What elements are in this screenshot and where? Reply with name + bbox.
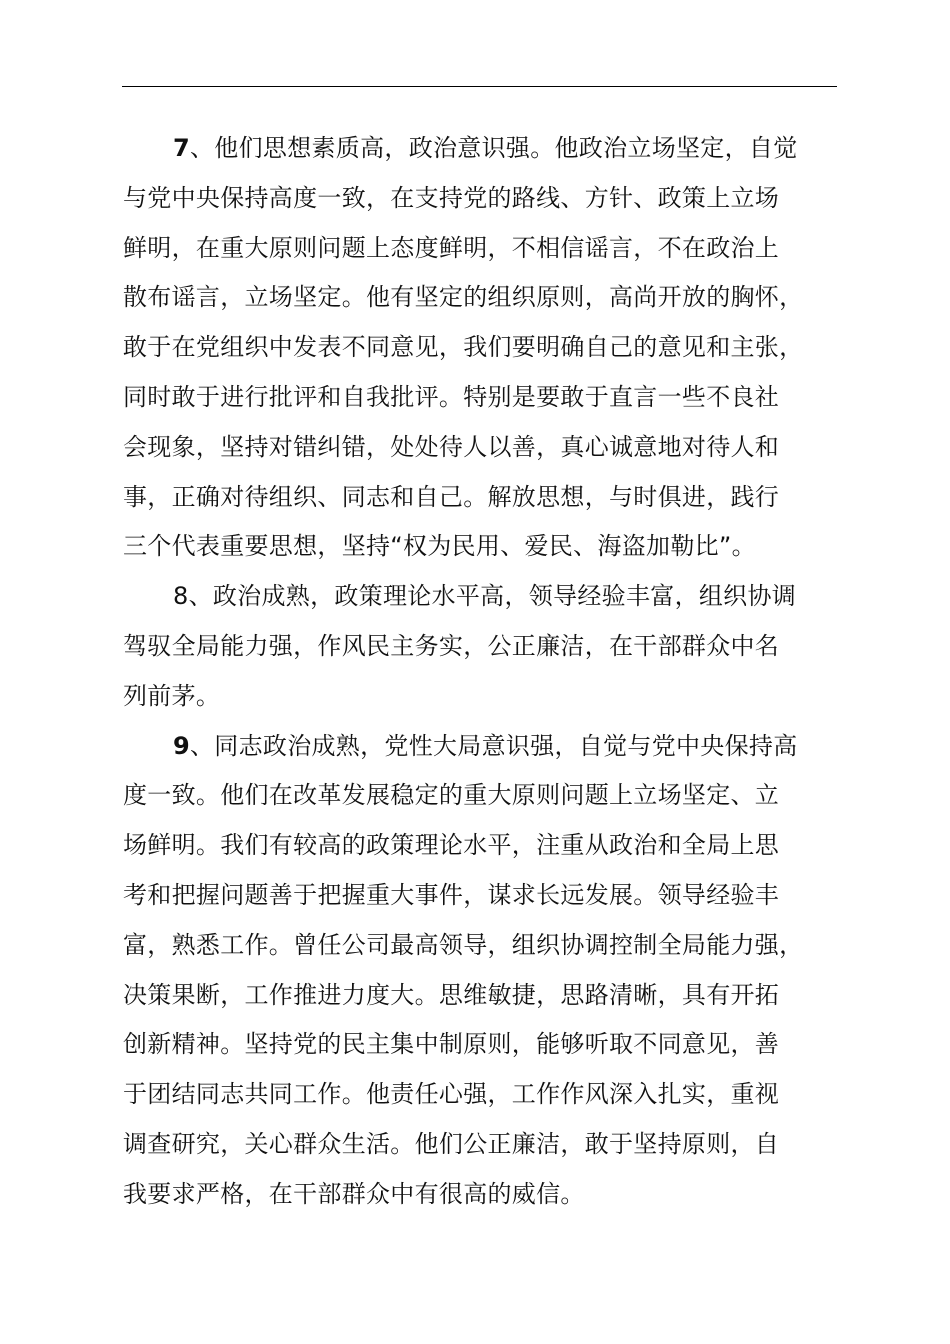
paragraph-line: 9、同志政治成熟，党性大局意识强，自觉与党中央保持高 xyxy=(173,731,798,760)
paragraph-line: 富，熟悉工作。曾任公司最高领导，组织协调控制全局能力强， xyxy=(123,930,804,959)
paragraph-line: 考和把握问题善于把握重大事件，谋求长远发展。领导经验丰 xyxy=(123,880,780,909)
paragraph-line: 会现象，坚持对错纠错，处处待人以善，真心诚意地对待人和 xyxy=(123,432,780,461)
paragraph-number: 7 xyxy=(173,134,190,162)
paragraph-line: 决策果断，工作推进力度大。思维敏捷，思路清晰，具有开拓 xyxy=(123,980,780,1009)
paragraph-line: 列前茅。 xyxy=(123,681,221,710)
paragraph-line: 度一致。他们在改革发展稳定的重大原则问题上立场坚定、立 xyxy=(123,781,780,810)
paragraph-7 xyxy=(123,124,839,572)
paragraph-number: 9 xyxy=(173,731,190,760)
paragraph-line: 事，正确对待组织、同志和自己。解放思想，与时俱进，践行 xyxy=(123,482,780,511)
paragraph-line: 8、政治成熟，政策理论水平高，领导经验丰富，组织协调 xyxy=(173,582,797,611)
paragraph-line: 7、他们思想素质高，政治意识强。他政治立场坚定，自觉 xyxy=(173,134,798,162)
paragraph-line: 创新精神。坚持党的民主集中制原则，能够听取不同意见，善 xyxy=(123,1030,780,1059)
paragraph-line: 与党中央保持高度一致，在支持党的路线、方针、政策上立场 xyxy=(123,183,780,212)
paragraph-line: 场鲜明。我们有较高的政策理论水平，注重从政治和全局上思 xyxy=(123,831,780,860)
paragraph-line: 鲜明，在重大原则问题上态度鲜明，不相信谣言，不在政治上 xyxy=(123,233,780,262)
paragraph-number: 8 xyxy=(173,582,189,611)
document-body xyxy=(123,124,839,1220)
header-rule xyxy=(122,86,837,87)
paragraph-line: 我要求严格，在干部群众中有很高的威信。 xyxy=(123,1179,585,1208)
paragraph-8 xyxy=(123,572,839,721)
paragraph-line: 于团结同志共同工作。他责任心强，工作作风深入扎实，重视 xyxy=(123,1080,780,1109)
paragraph-9 xyxy=(123,722,839,1220)
paragraph-line: 三个代表重要思想，坚持“权为民用、爱民、海盗加勒比”。 xyxy=(123,532,756,561)
paragraph-line: 散布谣言，立场坚定。他有坚定的组织原则，高尚开放的胸怀， xyxy=(123,283,804,312)
paragraph-line: 驾驭全局能力强，作风民主务实，公正廉洁，在干部群众中名 xyxy=(123,631,780,660)
paragraph-line: 敢于在党组织中发表不同意见，我们要明确自己的意见和主张， xyxy=(123,333,804,362)
paragraph-line: 调查研究，关心群众生活。他们公正廉洁，敢于坚持原则，自 xyxy=(123,1129,780,1158)
paragraph-line: 同时敢于进行批评和自我批评。特别是要敢于直言一些不良社 xyxy=(123,382,780,411)
